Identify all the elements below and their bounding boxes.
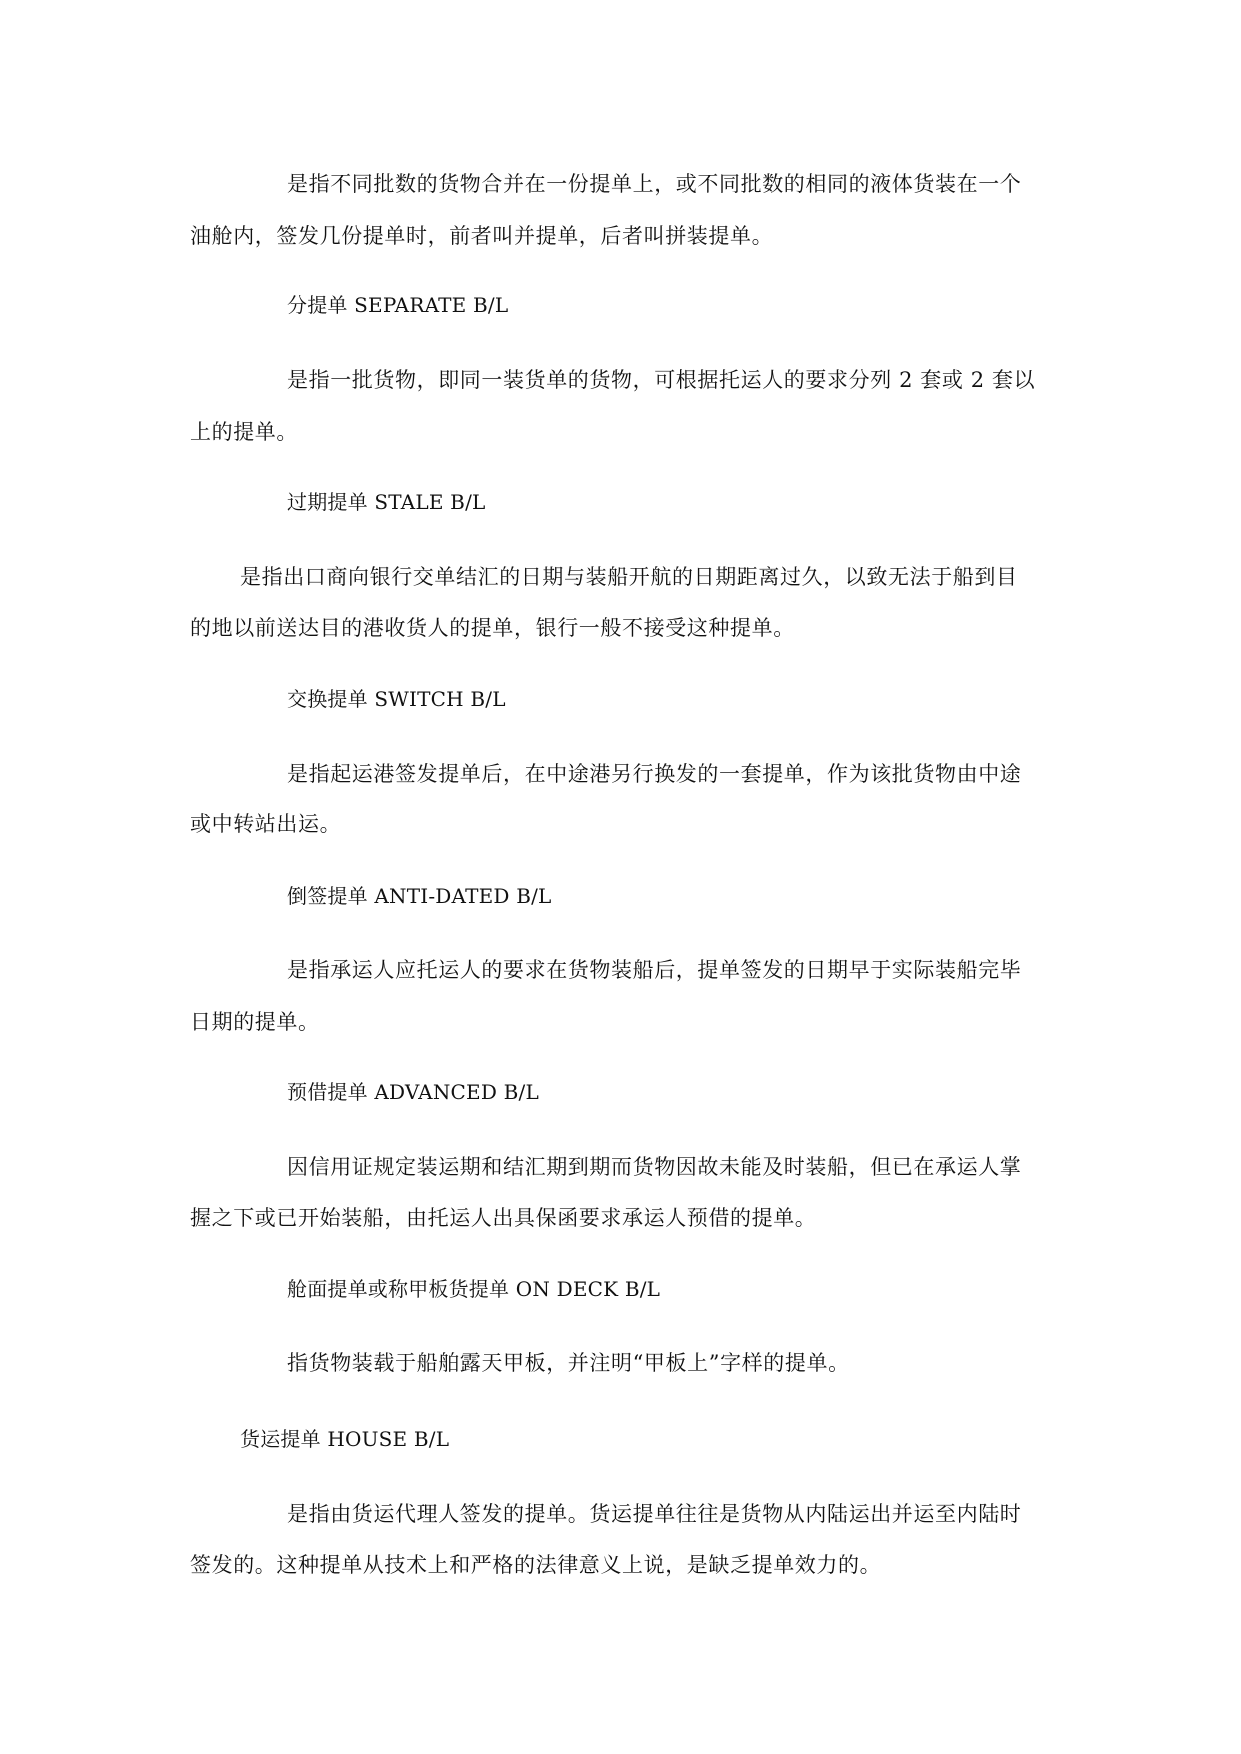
paragraph-anti-dated-line-1: 是指承运人应托运人的要求在货物装船后，提单签发的日期早于实际装船完毕	[287, 958, 1022, 982]
paragraph-separate-line-1: 是指一批货物，即同一装货单的货物，可根据托运人的要求分列 2 套或 2 套以	[287, 368, 1036, 392]
heading-on-deck-bl: 舱面提单或称甲板货提单 ON DECK B/L	[287, 1277, 661, 1301]
heading-switch-bl: 交换提单 SWITCH B/L	[287, 687, 506, 711]
paragraph-consolidated-line-1: 是指不同批数的货物合并在一份提单上，或不同批数的相同的液体货装在一个	[287, 172, 1022, 196]
paragraph-advanced-line-2: 握之下或已开始装船，由托运人出具保函要求承运人预借的提单。	[190, 1206, 817, 1230]
heading-anti-dated-bl: 倒签提单 ANTI-DATED B/L	[287, 884, 552, 908]
paragraph-stale-line-2: 的地以前送达目的港收货人的提单，银行一般不接受这种提单。	[190, 616, 795, 640]
paragraph-consolidated-line-2: 油舱内，签发几份提单时，前者叫并提单，后者叫拼装提单。	[190, 224, 774, 248]
paragraph-switch-line-1: 是指起运港签发提单后，在中途港另行换发的一套提单，作为该批货物由中途	[287, 762, 1022, 786]
paragraph-separate-line-2: 上的提单。	[190, 420, 298, 444]
paragraph-stale-line-1: 是指出口商向银行交单结汇的日期与装船开航的日期距离过久，以致无法于船到目	[240, 565, 1018, 589]
paragraph-house-line-1: 是指由货运代理人签发的提单。货运提单往往是货物从内陆运出并运至内陆时	[287, 1502, 1022, 1526]
heading-separate-bl: 分提单 SEPARATE B/L	[287, 293, 509, 317]
paragraph-anti-dated-line-2: 日期的提单。	[190, 1010, 320, 1034]
paragraph-house-line-2: 签发的。这种提单从技术上和严格的法律意义上说，是缺乏提单效力的。	[190, 1553, 882, 1577]
paragraph-advanced-line-1: 因信用证规定装运期和结汇期到期而货物因故未能及时装船，但已在承运人掌	[287, 1155, 1022, 1179]
paragraph-on-deck-line-1: 指货物装载于船舶露天甲板，并注明“甲板上”字样的提单。	[287, 1351, 850, 1375]
heading-house-bl: 货运提单 HOUSE B/L	[240, 1427, 450, 1451]
heading-advanced-bl: 预借提单 ADVANCED B/L	[287, 1080, 539, 1104]
paragraph-switch-line-2: 或中转站出运。	[190, 812, 342, 836]
heading-stale-bl: 过期提单 STALE B/L	[287, 490, 486, 514]
